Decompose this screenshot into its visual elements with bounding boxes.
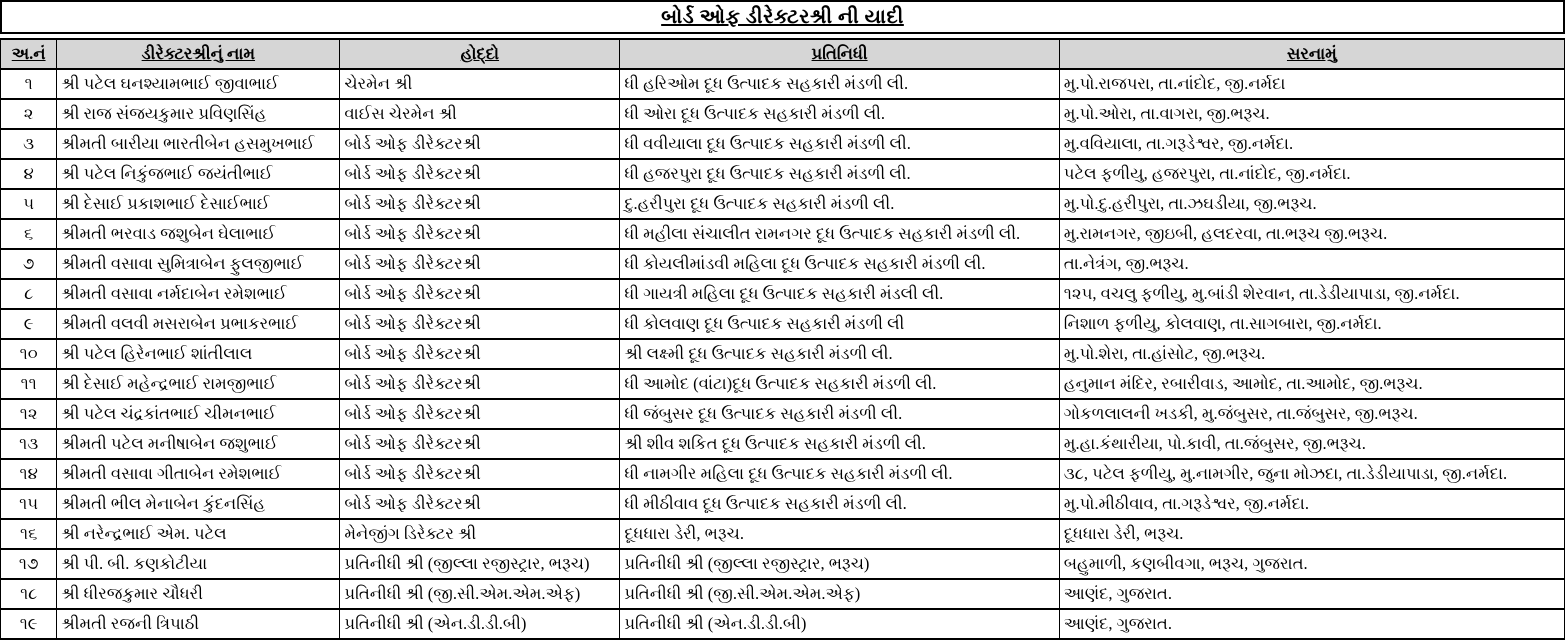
cell-address: મુ.પો.રાજપરા, તા.નાંદોદ, જી.નર્મદા [1059,69,1564,99]
cell-name: શ્રીમતી વસાવા ગીતાબેન રમેશભાઈ [57,459,340,489]
table-row [1,399,1565,429]
table-row [1,519,1565,549]
table-row [1,129,1565,159]
cell-name: શ્રી દેસાઈ પ્રકાશભાઈ દેસાઈભાઈ [57,189,340,219]
cell-name: શ્રી પટેલ ચંદ્રકાંતભાઈ ચીમનભાઈ [57,399,340,429]
cell-representative: ધી આમોદ (વાંટા)દૂધ ઉત્પાદક સહકારી મંડળી લી. [620,369,1059,399]
cell-designation: બોર્ડ ઓફ ડીરેક્ટરશ્રી [340,309,620,339]
cell-representative: ધી ગાયત્રી મહિલા દૂધ ઉત્પાદક સહકારી મંડલી લી. [620,279,1059,309]
cell-name: શ્રીમતી વલવી મસરાબેન પ્રભાકરભાઈ [57,309,340,339]
directors-table-header [1,39,1565,69]
cell-sr: ૧૩ [1,429,57,459]
cell-address: તા.નેત્રંગ, જી.ભરૂચ. [1059,249,1564,279]
cell-designation: પ્રતિનીધી શ્રી (જીલ્લા રજીસ્ટ્રાર, ભરૂચ) [340,549,620,579]
table-row [1,279,1565,309]
cell-designation: વાઈસ ચેરમેન શ્રી [340,99,620,129]
page-title: બોર્ડ ઓફ ડીરેક્ટરશ્રી ની યાદી [661,5,904,28]
cell-sr: ૧૧ [1,369,57,399]
cell-address: નિશાળ ફળીયુ, કોલવાણ, તા.સાગબારા, જી.નર્મદા. [1059,309,1564,339]
cell-designation: બોર્ડ ઓફ ડીરેક્ટરશ્રી [340,279,620,309]
cell-name: શ્રીમતી બારીયા ભારતીબેન હસમુખભાઈ [57,129,340,159]
table-row [1,429,1565,459]
cell-representative: ધી ઓરા દૂધ ઉત્પાદક સહકારી મંડળી લી. [620,99,1059,129]
table-row [1,309,1565,339]
cell-name: શ્રી ધીરજકુમાર ચૌધરી [57,579,340,609]
cell-address: મુ.પો.શેરા, તા.હાંસોટ, જી.ભરૂચ. [1059,339,1564,369]
cell-representative: ધી હજરપુરા દૂધ ઉત્પાદક સહકારી મંડળી લી. [620,159,1059,189]
cell-designation: બોર્ડ ઓફ ડીરેક્ટરશ્રી [340,129,620,159]
cell-sr: ૮ [1,279,57,309]
cell-representative: ધી કોયલીમાંડવી મહિલા દૂધ ઉત્પાદક સહકારી મંડળી લી. [620,249,1059,279]
cell-sr: ૧૭ [1,549,57,579]
table-row [1,219,1565,249]
cell-address: બહુમાળી, કણબીવગા, ભરૂચ, ગુજરાત. [1059,549,1564,579]
cell-sr: ૧૪ [1,459,57,489]
cell-representative: ધી મહીલા સંચાલીત રામનગર દૂધ ઉત્પાદક સહકારી મંડળી લી. [620,219,1059,249]
cell-sr: ૭ [1,249,57,279]
cell-address: દૂધધારા ડેરી, ભરૂચ. [1059,519,1564,549]
cell-designation: બોર્ડ ઓફ ડીરેક્ટરશ્રી [340,489,620,519]
cell-name: શ્રીમતી પટેલ મનીષાબેન જશુભાઈ [57,429,340,459]
cell-designation: બોર્ડ ઓફ ડીરેક્ટરશ્રી [340,159,620,189]
cell-designation: બોર્ડ ઓફ ડીરેક્ટરશ્રી [340,369,620,399]
column-header-name: ડીરેક્ટરશ્રીનું નામ [57,39,340,69]
cell-representative: પ્રતિનીધી શ્રી (જી.સી.એમ.એમ.એફ) [620,579,1059,609]
cell-name: શ્રી પી. બી. કણકોટીયા [57,549,340,579]
cell-representative: પ્રતિનીધી શ્રી (જીલ્લા રજીસ્ટ્રાર, ભરૂચ) [620,549,1059,579]
cell-name: શ્રી પટેલ નિકુંજભાઈ જયંતીભાઈ [57,159,340,189]
cell-address: ગોકળલાલની ખડકી, મુ.જંબુસર, તા.જંબુસર, જી.ભરૂચ. [1059,399,1564,429]
cell-designation: બોર્ડ ઓફ ડીરેક્ટરશ્રી [340,459,620,489]
cell-sr: ૩ [1,129,57,159]
cell-sr: ૨ [1,99,57,129]
cell-representative: ધી મીઠીવાવ દૂધ ઉત્પાદક સહકારી મંડળી લી. [620,489,1059,519]
table-row [1,69,1565,99]
cell-name: શ્રીમતી રજની ત્રિપાઠી [57,609,340,639]
cell-address: મુ.પો.ઓરા, તા.વાગરા, જી.ભરૂચ. [1059,99,1564,129]
cell-designation: ચેરમેન શ્રી [340,69,620,99]
cell-designation: બોર્ડ ઓફ ડીરેક્ટરશ્રી [340,189,620,219]
cell-designation: બોર્ડ ઓફ ડીરેક્ટરશ્રી [340,339,620,369]
cell-sr: ૧૦ [1,339,57,369]
cell-sr: ૧૮ [1,579,57,609]
table-row [1,339,1565,369]
cell-designation: પ્રતિનીધી શ્રી (એન.ડી.ડી.બી) [340,609,620,639]
cell-sr: ૫ [1,189,57,219]
cell-name: શ્રી રાજ સંજયકુમાર પ્રવિણસિંહ [57,99,340,129]
cell-address: હનુમાન મંદિર, રબારીવાડ, આમોદ, તા.આમોદ, જી.ભરૂચ. [1059,369,1564,399]
cell-representative: ધી નામગીર મહિલા દૂધ ઉત્પાદક સહકારી મંડળી લી. [620,459,1059,489]
cell-sr: ૬ [1,219,57,249]
cell-address: ૩૮, પટેલ ફળીયુ, મુ.નામગીર, જુના મોઝદા, તા.ડેડીયાપાડા, જી.નર્મદા. [1059,459,1564,489]
table-row [1,459,1565,489]
cell-address: મુ.પો.મીઠીવાવ, તા.ગરૂડેશ્વર, જી.નર્મદા. [1059,489,1564,519]
header-row [1,39,1565,69]
directors-table [0,38,1565,640]
cell-designation: બોર્ડ ઓફ ડીરેક્ટરશ્રી [340,429,620,459]
cell-representative: ધી જંબુસર દૂધ ઉત્પાદક સહકારી મંડળી લી. [620,399,1059,429]
cell-name: શ્રીમતી ભરવાડ જશુબેન ઘેલાભાઈ [57,219,340,249]
cell-sr: ૧૨ [1,399,57,429]
page-title-box [0,0,1565,34]
cell-sr: ૧ [1,69,57,99]
cell-address: આણંદ, ગુજરાત. [1059,609,1564,639]
cell-name: શ્રીમતી વસાવા સુમિત્રાબેન ફુલજીભાઈ [57,249,340,279]
table-row [1,609,1565,639]
cell-name: શ્રીમતી વસાવા નર્મદાબેન રમેશભાઈ [57,279,340,309]
cell-sr: ૪ [1,159,57,189]
column-header-designation: હોદ્દો [340,39,620,69]
cell-name: શ્રી પટેલ ઘનશ્યામભાઈ જીવાભાઈ [57,69,340,99]
cell-name: શ્રી નરેન્દ્રભાઈ એમ. પટેલ [57,519,340,549]
column-header-address: સરનામું [1059,39,1564,69]
table-row [1,189,1565,219]
table-row [1,159,1565,189]
cell-designation: બોર્ડ ઓફ ડીરેક્ટરશ્રી [340,219,620,249]
cell-address: ૧૨૫, વચલુ ફળીયુ, મુ.બાંડી શેરવાન, તા.ડેડીયાપાડા, જી.નર્મદા. [1059,279,1564,309]
cell-representative: પ્રતિનીધી શ્રી (એન.ડી.ડી.બી) [620,609,1059,639]
cell-address: મુ.રામનગર, જીઇબી, હલદરવા, તા.ભરૂચ જી.ભરૂચ. [1059,219,1564,249]
cell-sr: ૯ [1,309,57,339]
cell-name: શ્રી પટેલ હિરેનભાઈ શાંતીલાલ [57,339,340,369]
cell-name: શ્રીમતી ભીલ મેનાબેન કુંદનસિંહ [57,489,340,519]
cell-representative: દૂધધારા ડેરી, ભરૂચ. [620,519,1059,549]
directors-table-body [1,69,1565,639]
column-header-representative: પ્રતિનિધી [620,39,1059,69]
cell-designation: મેનેજીંગ ડિરેક્ટર શ્રી [340,519,620,549]
cell-address: મુ.વવિયાલા, તા.ગરૂડેશ્વર, જી.નર્મદા. [1059,129,1564,159]
cell-sr: ૧૬ [1,519,57,549]
cell-sr: ૧૯ [1,609,57,639]
cell-designation: બોર્ડ ઓફ ડીરેક્ટરશ્રી [340,399,620,429]
cell-address: પટેલ ફળીયુ, હજરપુરા, તા.નાંદોદ, જી.નર્મદા. [1059,159,1564,189]
cell-sr: ૧૫ [1,489,57,519]
table-row [1,579,1565,609]
cell-designation: પ્રતિનીધી શ્રી (જી.સી.એમ.એમ.એફ) [340,579,620,609]
cell-address: મુ.હા.કંથારીયા, પો.કાવી, તા.જંબુસર, જી.ભરૂચ. [1059,429,1564,459]
column-header-serial: અ.નં [1,39,57,69]
table-row [1,489,1565,519]
table-row [1,249,1565,279]
cell-address: મુ.પો.દુ.હરીપુરા, તા.ઝઘડીયા, જી.ભરૂચ. [1059,189,1564,219]
cell-name: શ્રી દેસાઈ મહેન્દ્રભાઈ રામજીભાઈ [57,369,340,399]
cell-address: આણંદ, ગુજરાત. [1059,579,1564,609]
cell-representative: ધી કોલવાણ દૂધ ઉત્પાદક સહકારી મંડળી લી [620,309,1059,339]
table-row [1,549,1565,579]
table-row [1,99,1565,129]
cell-representative: ધી હરિઓમ દૂધ ઉત્પાદક સહકારી મંડળી લી. [620,69,1059,99]
cell-representative: શ્રી લક્ષ્મી દૂધ ઉત્પાદક સહકારી મંડળી લી. [620,339,1059,369]
cell-representative: ધી વવીયાલા દૂધ ઉત્પાદક સહકારી મંડળી લી. [620,129,1059,159]
table-row [1,369,1565,399]
cell-representative: દુ.હરીપુરા દૂધ ઉત્પાદક સહકારી મંડળી લી. [620,189,1059,219]
cell-representative: શ્રી શીવ શકિત દૂધ ઉત્પાદક સહકારી મંડળી લી. [620,429,1059,459]
cell-designation: બોર્ડ ઓફ ડીરેક્ટરશ્રી [340,249,620,279]
